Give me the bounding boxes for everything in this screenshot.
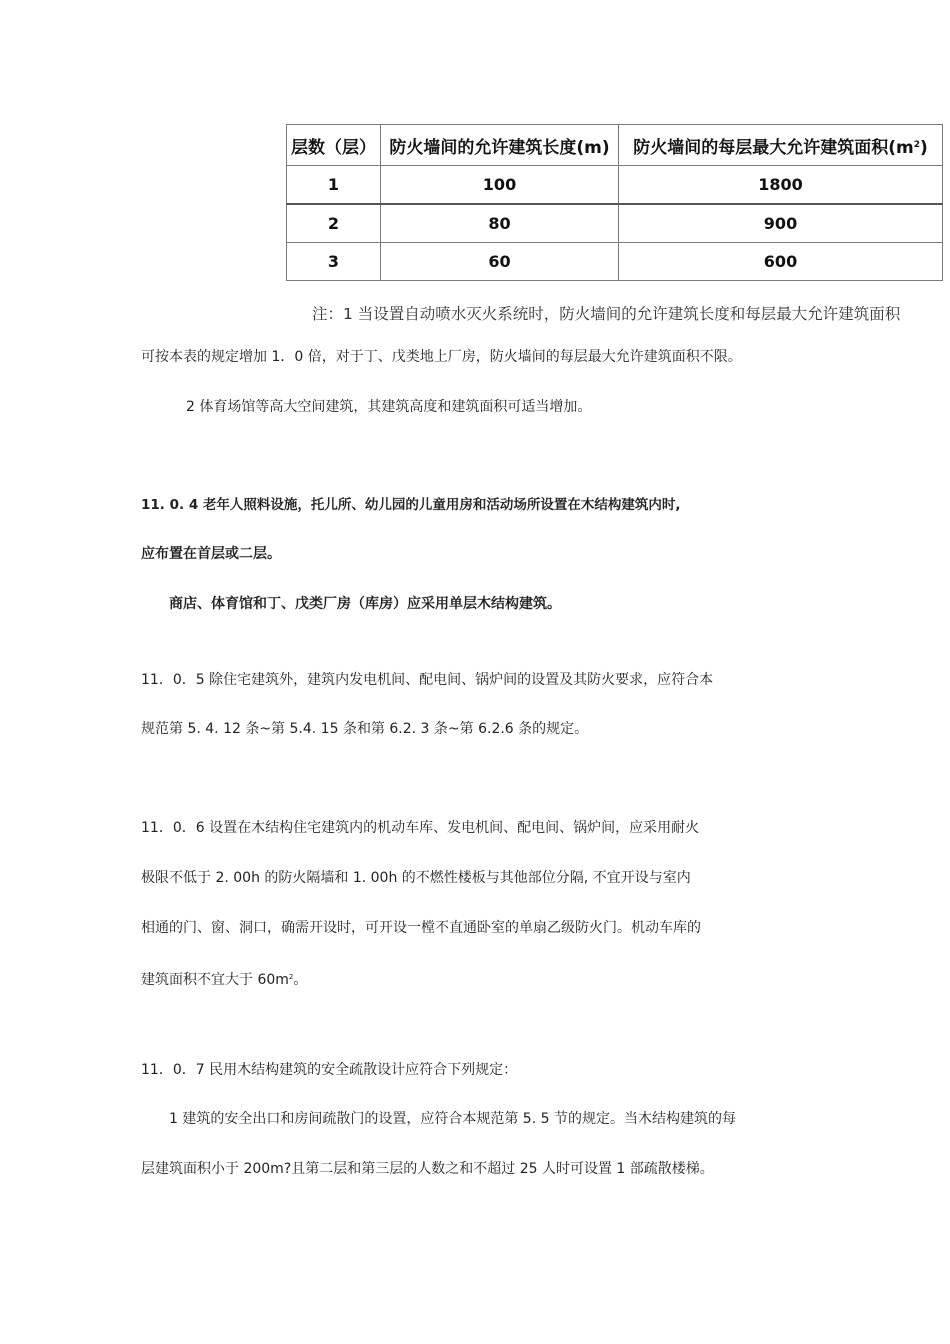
clause-11-0-7-item1-cont: 层建筑面积小于 200m?且第二层和第三层的人数之和不超过 25 人时可设置 1 部疏散楼梯。	[141, 1161, 714, 1177]
clause-11-0-6-line4-sup: 2	[288, 973, 294, 981]
clause-11-0-7-item1: 1 建筑的安全出口和房间疏散门的设置，应符合本规范第 5. 5 节的规定。当木结构建筑的每	[169, 1111, 736, 1127]
cell-floors: 3	[287, 243, 381, 281]
header-area	[619, 125, 943, 166]
cell-area: 900	[619, 204, 943, 243]
cell-area: 600	[619, 243, 943, 281]
clause-11-0-5-line2: 规范第 5. 4. 12 条~第 5.4. 15 条和第 6.2. 3 条~第 6.2.6 条的规定。	[141, 721, 589, 737]
table-note-1-cont: 可按本表的规定增加 1．0 倍，对于丁、戊类地上厂房，防火墙间的每层最大允许建筑面积不限。	[141, 349, 742, 365]
clause-11-0-5-line1: 11．0．5 除住宅建筑外，建筑内发电机间、配电间、锅炉间的设置及其防火要求，应符合本	[141, 672, 714, 688]
clause-11-0-6-line4	[141, 967, 307, 990]
table-note-2	[186, 397, 591, 417]
header-area-close: )	[919, 137, 928, 158]
table-row	[287, 204, 943, 243]
table-note-1: 注：1 当设置自动喷水灭火系统时，防火墙间的允许建筑长度和每层最大允许建筑面积	[312, 305, 901, 323]
fire-wall-table	[286, 124, 943, 281]
clause-11-0-4-line2: 应布置在首层或二层。	[141, 546, 281, 562]
clause-11-0-4-line1: 11. 0. 4 老年人照料设施，托儿所、幼儿园的儿童用房和活动场所设置在木结构建筑内时,	[141, 497, 681, 513]
clause-11-0-6-line3: 相通的门、窗、洞口，确需开设时，可开设一樘不直通卧室的单扇乙级防火门。机动车库的	[141, 920, 701, 936]
cell-area: 1800	[619, 166, 943, 205]
cell-floors: 2	[287, 204, 381, 243]
table-header-row	[287, 125, 943, 166]
table-row	[287, 166, 943, 205]
cell-floors: 1	[287, 166, 381, 205]
table-note-2-text: 2 体育场馆等高大空间建筑，其建筑高度和建筑面积可适当增加。	[186, 399, 592, 415]
table-row	[287, 243, 943, 281]
header-floors: 层数（层）	[287, 125, 381, 166]
cell-length: 80	[381, 204, 619, 243]
header-area-text: 防火墙间的每层最大允许建筑面积(m	[633, 137, 914, 158]
clause-11-0-6-line4-text: 建筑面积不宜大于 60m	[141, 972, 289, 988]
header-area-sup: 2	[913, 139, 920, 150]
clause-11-0-6-line2: 极限不低于 2. 00h 的防火隔墙和 1. 00h 的不燃性楼板与其他部位分隔, 不宜开设与室内	[141, 870, 691, 886]
cell-length: 60	[381, 243, 619, 281]
clause-11-0-7-line1: 11．0．7 民用木结构建筑的安全疏散设计应符合下列规定：	[141, 1062, 518, 1078]
clause-11-0-6-line1: 11．0．6 设置在木结构住宅建筑内的机动车库、发电机间、配电间、锅炉间，应采用耐火	[141, 820, 700, 836]
clause-11-0-4-line3: 商店、体育馆和丁、戊类厂房（库房）应采用单层木结构建筑。	[169, 596, 561, 612]
cell-length: 100	[381, 166, 619, 205]
clause-11-0-6-line4-end: 。	[293, 972, 308, 988]
header-length: 防火墙间的允许建筑长度(m)	[381, 125, 619, 166]
